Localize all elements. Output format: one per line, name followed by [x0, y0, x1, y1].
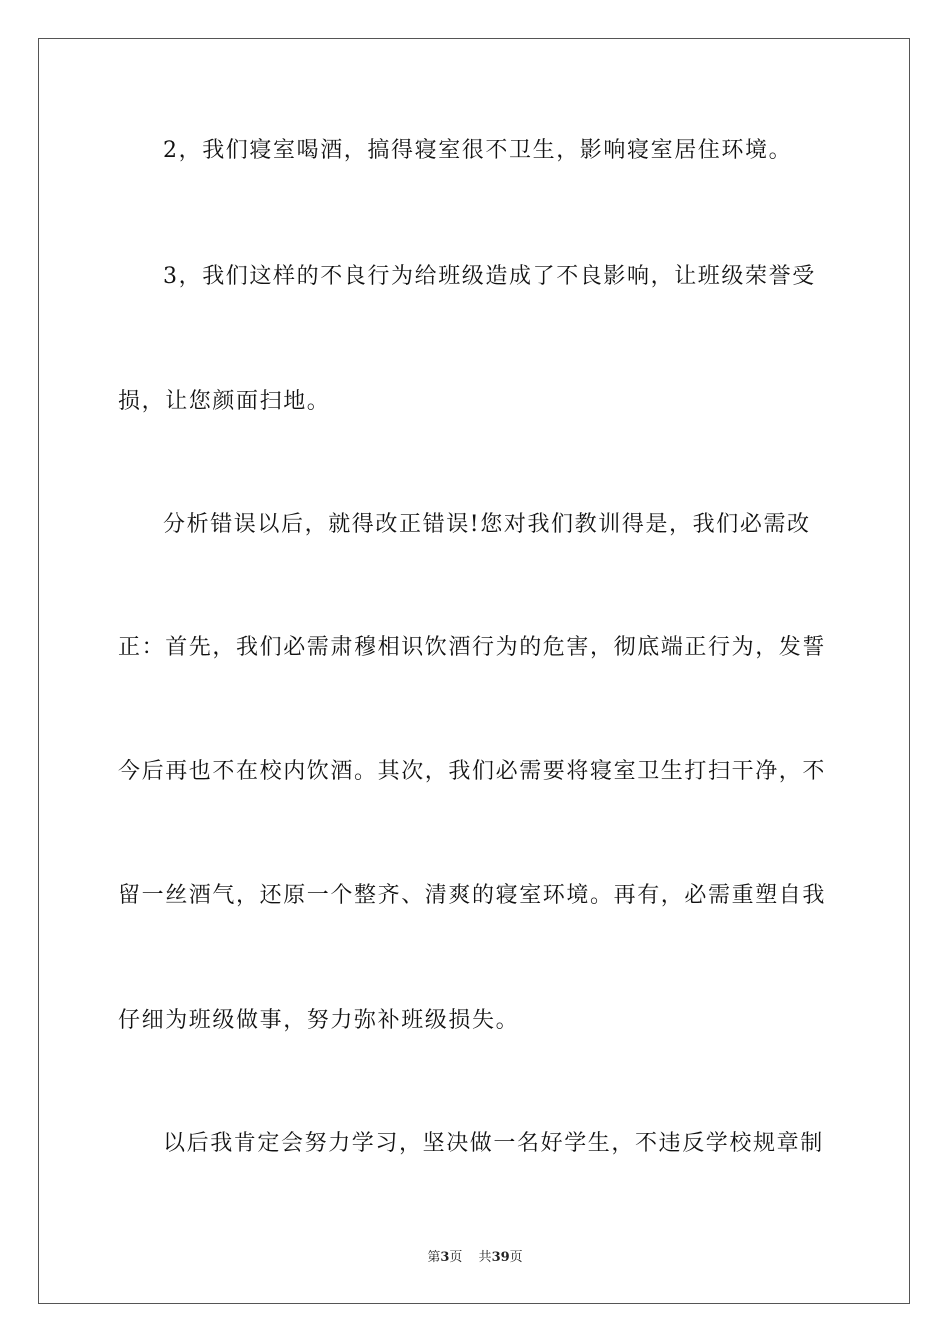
- paragraph-line-9: 以后我肯定会努力学习，坚决做一名好学生，不违反学校规章制: [163, 1131, 824, 1156]
- paragraph-line-7: 留一丝酒气，还原一个整齐、清爽的寝室环境。再有，必需重塑自我: [118, 883, 827, 908]
- total-pages-indicator: 共39页: [478, 1250, 523, 1265]
- page-border: [38, 38, 910, 1304]
- paragraph-line-8: 仔细为班级做事，努力弥补班级损失。: [118, 1008, 520, 1033]
- paragraph-line-5: 正：首先，我们必需肃穆相识饮酒行为的危害，彻底端正行为，发誓: [118, 635, 827, 660]
- paragraph-line-4: 分析错误以后，就得改正错误!您对我们教训得是，我们必需改: [163, 512, 811, 537]
- paragraph-line-6: 今后再也不在校内饮酒。其次，我们必需要将寝室卫生打扫干净，不: [118, 759, 827, 784]
- page-indicator: 第3页: [427, 1250, 463, 1265]
- paragraph-line-3: 损，让您颜面扫地。: [118, 389, 331, 414]
- page-footer: [0, 1246, 950, 1265]
- paragraph-line-2: 3，我们这样的不良行为给班级造成了不良影响，让班级荣誉受: [163, 264, 816, 289]
- paragraph-line-1: 2，我们寝室喝酒，搞得寝室很不卫生，影响寝室居住环境。: [163, 138, 793, 163]
